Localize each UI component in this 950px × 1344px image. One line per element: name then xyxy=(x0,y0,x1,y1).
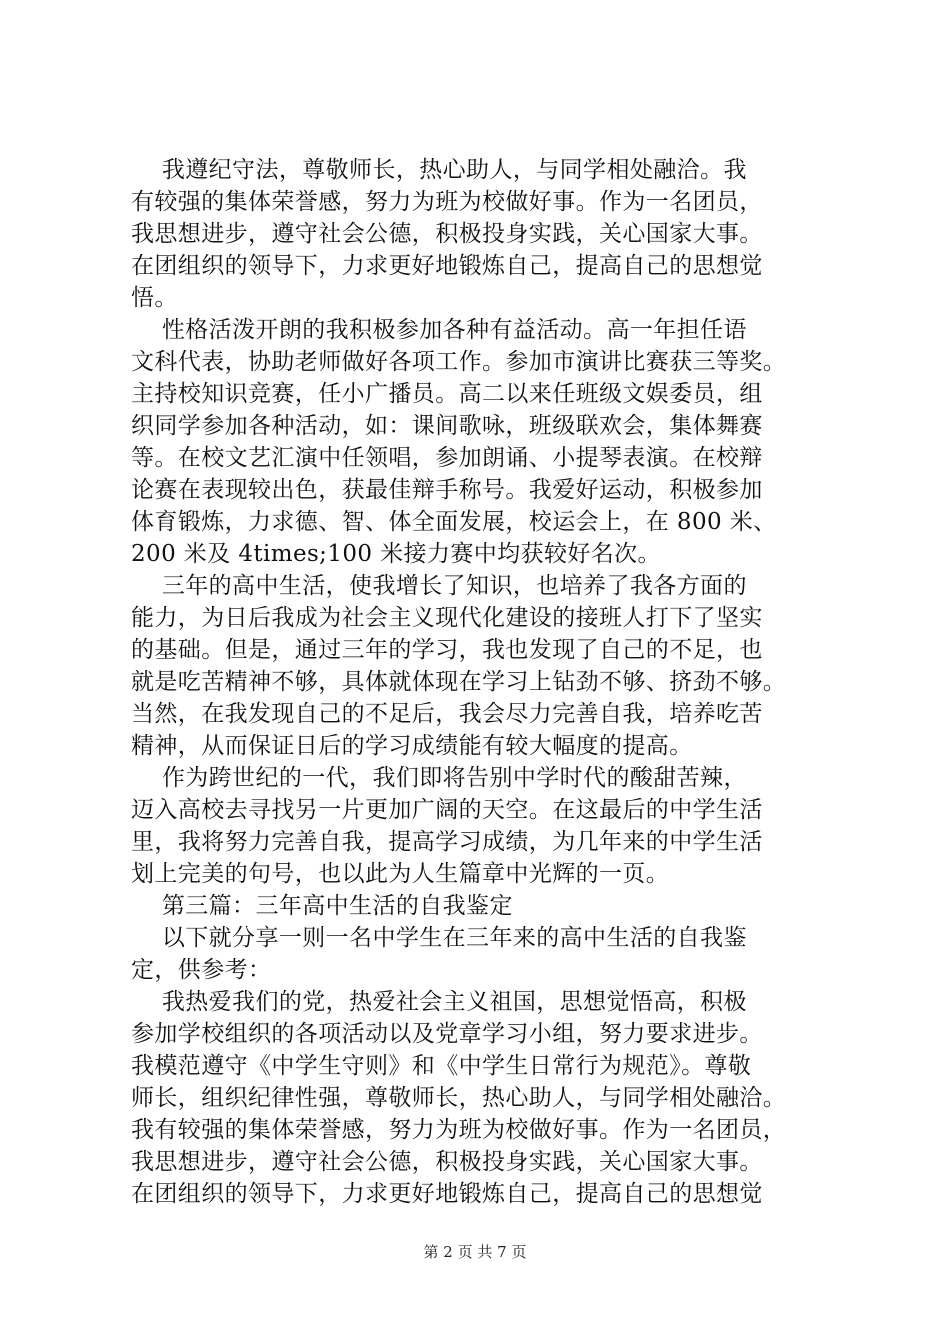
text-line: 能力，为日后我成为社会主义现代化建设的接班人打下了坚实 xyxy=(131,605,763,631)
text-line: 当然，在我发现自己的不足后，我会尽力完善自我，培养吃苦 xyxy=(131,701,763,727)
text-line: 就是吃苦精神不够，具体就体现在学习上钻劲不够、挤劲不够。 xyxy=(131,669,787,695)
text-line: 作为跨世纪的一代，我们即将告别中学时代的酸甜苦辣， xyxy=(131,765,747,791)
text-line: 文科代表，协助老师做好各项工作。参加市演讲比赛获三等奖。 xyxy=(131,349,787,375)
text-line: 迈入高校去寻找另一片更加广阔的天空。在这最后的中学生活 xyxy=(131,797,763,823)
text-line: 以下就分享一则一名中学生在三年来的高中生活的自我鉴 xyxy=(131,925,747,951)
text-line: 200 米及 4times;100 米接力赛中均获较好名次。 xyxy=(131,541,661,567)
text-line: 的基础。但是，通过三年的学习，我也发现了自己的不足，也 xyxy=(131,637,763,663)
text-line: 论赛在表现较出色，获最佳辩手称号。我爱好运动，积极参加 xyxy=(131,477,763,503)
text-line: 里，我将努力完善自我，提高学习成绩，为几年来的中学生活 xyxy=(131,829,763,855)
text-line: 性格活泼开朗的我积极参加各种有益活动。高一年担任语 xyxy=(131,317,747,343)
text-line: 在团组织的领导下，力求更好地锻炼自己，提高自己的思想觉 xyxy=(131,1181,763,1207)
text-line: 悟。 xyxy=(131,285,178,311)
text-line: 定，供参考： xyxy=(131,957,272,983)
text-line: 精神，从而保证日后的学习成绩能有较大幅度的提高。 xyxy=(131,733,693,759)
text-line: 我模范遵守《中学生守则》和《中学生日常行为规范》。尊敬 xyxy=(131,1053,752,1079)
text-line: 三年的高中生活，使我增长了知识，也培养了我各方面的 xyxy=(131,573,747,599)
text-line: 体育锻炼，力求德、智、体全面发展，校运会上，在 800 米、 xyxy=(131,509,777,535)
text-line: 我热爱我们的党，热爱社会主义祖国，思想觉悟高，积极 xyxy=(131,989,747,1015)
section-heading: 第三篇：三年高中生活的自我鉴定 xyxy=(131,893,513,919)
body-text xyxy=(131,154,841,1210)
text-line: 划上完美的句号，也以此为人生篇章中光辉的一页。 xyxy=(131,861,670,887)
text-line: 参加学校组织的各项活动以及党章学习小组，努力要求进步。 xyxy=(131,1021,763,1047)
text-line: 织同学参加各种活动，如：课间歌咏，班级联欢会，集体舞赛 xyxy=(131,413,763,439)
text-line: 我遵纪守法，尊敬师长，热心助人，与同学相处融洽。我 xyxy=(131,157,747,183)
text-line: 有较强的集体荣誉感，努力为班为校做好事。作为一名团员， xyxy=(131,189,763,215)
text-line: 师长，组织纪律性强，尊敬师长，热心助人，与同学相处融洽。 xyxy=(131,1085,787,1111)
text-line: 等。在校文艺汇演中任领唱，参加朗诵、小提琴表演。在校辩 xyxy=(131,445,763,471)
text-line: 主持校知识竞赛，任小广播员。高二以来任班级文娱委员，组 xyxy=(131,381,763,407)
page-number-label: 第 2 页 共 7 页 xyxy=(423,1243,527,1261)
text-line: 我有较强的集体荣誉感，努力为班为校做好事。作为一名团员， xyxy=(131,1117,787,1143)
text-line: 在团组织的领导下，力求更好地锻炼自己，提高自己的思想觉 xyxy=(131,253,763,279)
text-line: 我思想进步，遵守社会公德，积极投身实践，关心国家大事。 xyxy=(131,1149,763,1175)
text-line: 我思想进步，遵守社会公德，积极投身实践，关心国家大事。 xyxy=(131,221,763,247)
page-footer xyxy=(0,1241,950,1262)
